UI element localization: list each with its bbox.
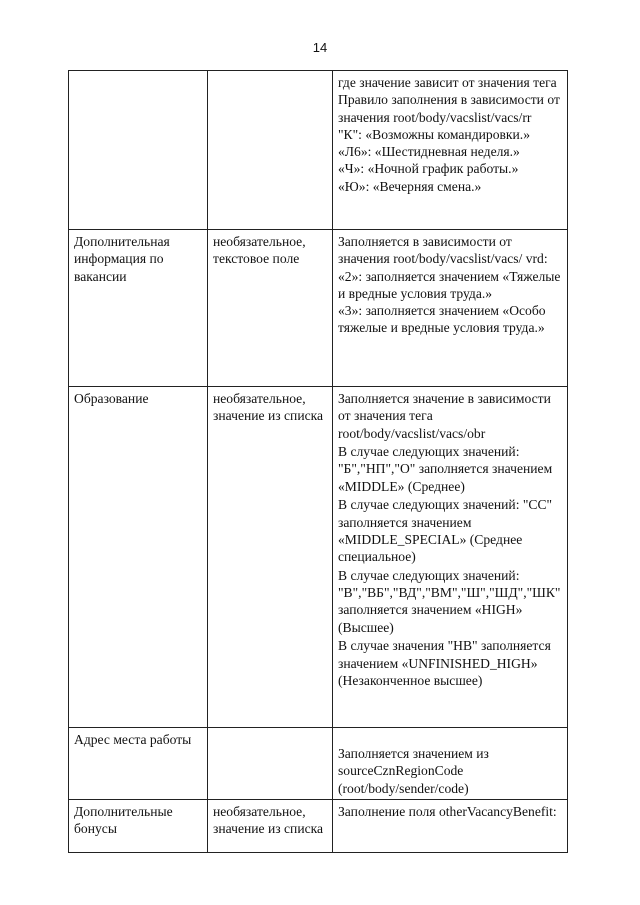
field-name-cell: Образование: [69, 387, 208, 728]
field-requirement-cell: необязательное, значение из списка: [208, 800, 333, 853]
description-line: Заполняется значением из sourceCznRegionCode (root/body/sender/code): [338, 746, 489, 796]
field-description-cell: [333, 387, 568, 728]
description-line: «3»: заполняется значением «Особо тяжелые и вредные условия труда.»: [338, 303, 546, 336]
description-line: где значение зависит от значения тега: [338, 75, 557, 90]
table-row: [69, 387, 568, 728]
field-description-cell: [333, 728, 568, 800]
description-line: В случае следующих значений: "СС" заполняется значением «MIDDLE_SPECIAL» (Среднее специальное): [338, 497, 553, 565]
field-description-cell: [333, 800, 568, 853]
description-line: «2»: заполняется значением «Тяжелые и вредные условия труда.»: [338, 268, 561, 301]
description-line: Заполняется значение в зависимости от значения тега root/body/vacslist/vacs/obr: [338, 391, 551, 441]
description-line: Заполняется в зависимости от значения root/body/vacslist/vacs/ vrd:: [338, 234, 548, 267]
page-number: 14: [312, 40, 328, 55]
description-line: «Л6»: «Шестидневная неделя.»: [338, 144, 520, 160]
table-row: [69, 800, 568, 853]
description-line: В случае следующих значений: "Б","НП","О" заполняется значением «MIDDLE» (Среднее): [338, 444, 553, 494]
table-row: [69, 728, 568, 800]
description-line: В случае следующих значений: "В","ВБ","ВД","ВМ","Ш","ШД","ШК" заполняется значением «HIGH» (Высшее): [338, 567, 561, 635]
field-requirement-cell: необязательное, текстовое поле: [208, 230, 333, 387]
field-name-cell: [69, 71, 208, 230]
table-row: [69, 71, 568, 230]
field-spec-table: [68, 70, 568, 853]
field-name-cell: Дополнительная информация по вакансии: [69, 230, 208, 387]
field-name-cell: Адрес места работы: [69, 728, 208, 800]
description-line: Правило заполнения в зависимости от значения root/body/vacslist/vacs/rr: [338, 92, 560, 125]
table-row: [69, 230, 568, 387]
field-requirement-cell: [208, 71, 333, 230]
description-line: Заполнение поля otherVacancyBenefit:: [338, 804, 557, 819]
description-line: "К": «Возможны командировки.»: [338, 126, 530, 142]
description-line: В случае значения "НВ" заполняется значением «UNFINISHED_HIGH» (Незаконченное высшее): [338, 638, 551, 688]
field-requirement-cell: [208, 728, 333, 800]
field-name-cell: Дополнительные бонусы: [69, 800, 208, 853]
field-requirement-cell: необязательное, значение из списка: [208, 387, 333, 728]
description-line: «Ю»: «Вечерняя смена.»: [338, 178, 482, 194]
field-description-cell: [333, 230, 568, 387]
field-description-cell: [333, 71, 568, 230]
description-line: «Ч»: «Ночной график работы.»: [338, 161, 519, 177]
